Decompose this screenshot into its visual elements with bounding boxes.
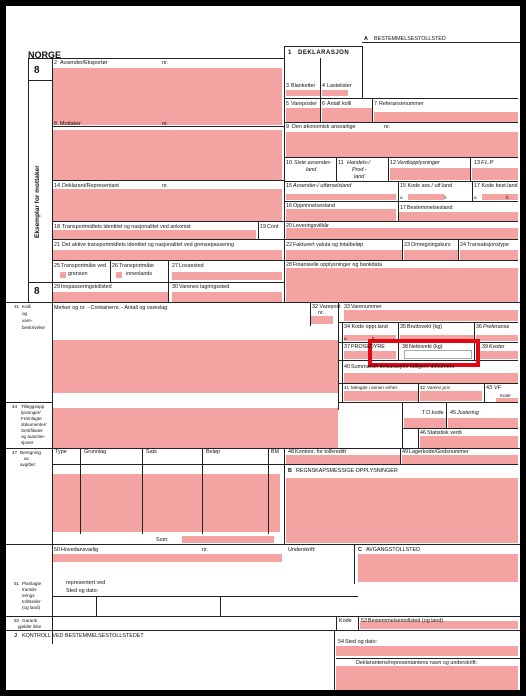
f6-label: Antall kolli [327,101,352,107]
f48-num: 48 [288,449,294,455]
copy-number-2: 8 [34,286,40,297]
f9-nr: nr. [384,124,390,130]
f2-num: 2 [54,60,57,66]
f9-num: 9 [286,124,289,130]
f47-num: 47 [12,450,18,455]
field-46-input[interactable] [420,436,518,448]
f30-num: 30 [172,284,178,290]
f50-place: Sted og dato: [66,588,99,594]
f44-label-6: og autorise- [21,434,46,439]
f21-label: Det aktive transportmidlets identitet og nasjonalitet ved grensepassering [62,242,234,248]
section-a-label: BESTEMMELSESTOLLSTED [374,36,446,42]
f52-kode: Kode [339,618,352,624]
f53-num: 53 [361,618,367,624]
f17-num: 17 [400,205,406,211]
field-33-input[interactable] [344,310,518,321]
f25-label-2: grensen [68,271,88,277]
section-c-label: AVGANGSTOLLSTED [366,547,421,553]
f31-marks: Merker og nr. - Containernr. - Antall og vareslag [54,305,168,311]
f43-kode: Kode [500,393,511,398]
field-tokode-input[interactable] [404,418,446,428]
field-23-input[interactable] [404,250,458,260]
f42-label: Varens pris [427,385,451,390]
f38-num: 38 [402,344,408,350]
f14-label: Deklarant/Representant [62,183,119,189]
f22-label: Fakturert valuta og totalbeløp [293,242,364,248]
f51-label-2: transitt- [22,587,38,592]
f17a-b: b [506,195,509,200]
f8-num: 8 [54,121,57,127]
field-48-input[interactable] [286,455,400,464]
field-4-input[interactable] [322,90,348,96]
field-16-input[interactable] [286,209,396,221]
field-17a-input[interactable] [482,194,518,200]
f14-nr: nr. [162,183,168,189]
f4-label: Lastelister [327,83,352,89]
f12-num: 12 [390,160,396,166]
field-26-input[interactable] [116,272,122,278]
f48-label: Kontonr. for tollkreditt [295,449,346,455]
field-17-input[interactable] [398,212,518,221]
f18-label: Transportmidlets identitet og nasjonalitet ved ankomst [62,224,191,230]
f46-num: 46 [420,430,426,436]
field-30-input[interactable] [172,292,282,302]
section-c-letter: C [358,547,362,553]
f15-label: Avsender-/ utførselsland [293,183,352,189]
field-12-input[interactable] [390,168,470,180]
f44-num: 44 [12,404,18,409]
f31-label-2: og [22,311,28,316]
field-c-input[interactable] [358,554,518,582]
f50-rep: representert ved [66,580,106,586]
f14-num: 14 [54,183,60,189]
f54-label: Sted og dato: [345,639,378,645]
copy-number: 8 [34,65,40,76]
f32-label-2: nr. [318,310,324,316]
f10-label-1: Siste avsender- [294,160,332,166]
f22-num: 22 [286,242,292,248]
f44-label-2: lysninger/ [21,410,41,415]
f28-num: 28 [286,262,292,268]
f20-num: 20 [286,223,292,229]
f3-label: Blanketter [291,83,316,89]
f47-sum: Sum: [156,537,169,543]
f21-num: 21 [54,242,60,248]
f34-a: a [344,336,347,341]
f15a-b: b [444,195,447,200]
f17-label: Bestemmelsesland [407,205,453,211]
f45-label: Justering [457,410,479,416]
f10-num: 10 [286,160,292,166]
field-13-input[interactable] [472,168,518,180]
f51-label-1: Planlagte [22,581,42,586]
f44-label-3: Fremlagte [21,416,42,421]
field-31-input[interactable] [52,340,338,393]
f11-label-1: Handels-/ [347,160,371,166]
f39-label: Kvoter [489,344,505,350]
field-24-input[interactable] [460,250,518,260]
f13-num: 13 [474,160,480,166]
field-39-input[interactable] [476,351,518,359]
field-20-input[interactable] [286,228,518,239]
field-50-input[interactable] [52,554,282,562]
f43-num: 43 [486,385,492,391]
field-5-input[interactable] [286,108,320,122]
section-j-label: KONTROLL VED BESTEMMELSESTOLLSTEDET [22,633,144,639]
f44-label-5: Sertifikater [21,428,43,433]
f47-label-2: av [24,456,29,461]
f2-label: Avsender/Eksportør [60,60,108,66]
f54-num: 54 [338,639,344,645]
f33-label: Varenummer [351,304,382,310]
f29-label: Innpasseringstollsted [61,284,112,290]
field-21-input[interactable] [52,250,282,260]
f15-num: 15 [286,183,292,189]
f40-num: 40 [344,364,350,370]
f19-label: Cont [267,224,279,230]
f52-label-2: gjelder ikke [18,624,42,629]
f46-label: Statistisk verdi [427,430,462,436]
field-b-input[interactable] [286,478,518,543]
f28-label: Finansielle opplysninger og bankdata [293,262,383,268]
f8-nr: nr. [162,121,168,127]
f53-label: Bestemmelsestollsted (og land) [368,618,444,624]
f19-num: 19 [260,224,266,230]
f41-num: 41 [344,385,350,390]
field-36-input[interactable] [476,335,518,341]
f37-num: 37 [344,344,350,350]
field-54-place-input[interactable] [336,646,518,656]
f47-col-type: Type [55,449,67,455]
field-28-input[interactable] [286,268,518,302]
f5-num: 5 [286,101,289,107]
f18-num: 18 [54,224,60,230]
f54-decl: Deklarantens/representantens navn og underskrift: [356,660,478,666]
f47-col-belop: Beløp [206,449,221,455]
field-9-input[interactable] [286,132,518,157]
f26-label-2: innenlands [126,271,153,277]
field-22-input[interactable] [286,250,402,260]
field-32-input[interactable] [311,316,333,324]
f35-label: Bruttovekt (kg) [407,324,443,330]
decl-number: 1 [288,50,292,56]
field-6-input[interactable] [322,108,372,122]
f13-label: F.L.P [481,160,494,166]
field-18-input[interactable] [52,230,256,239]
f17a-a: a [474,195,477,200]
f37-label: PROSEDYRE [351,344,385,350]
field-29-input[interactable] [52,292,168,302]
f24-num: 24 [460,242,466,248]
f7-num: 7 [374,101,377,107]
f29-num: 29 [54,284,60,290]
f11-label-2: Prod.- [352,167,367,173]
f49-label: Lagerkode/Godsnummer [409,449,469,455]
f11-num: 11 [338,160,344,166]
f31-label-4: beskrivelse [22,325,45,330]
f47-col-grunnlag: Grunnlag [84,449,107,455]
field-25-input[interactable] [60,272,66,278]
f12-label: Verdiopplysninger [397,160,440,166]
f33-num: 33 [344,304,350,310]
section-b-letter: B [288,468,292,474]
f16-num: 16 [286,203,292,209]
f51-num: 51 [14,581,20,586]
f44-label-4: dokumenter/ [21,422,47,427]
f41-label: Mengde i annen enhet [351,385,397,390]
f23-num: 23 [404,242,410,248]
f15a-a: a [400,195,403,200]
field-14-input[interactable] [52,189,282,221]
f47-col-bm: BM [271,449,280,455]
f31-label-3: vare- [22,318,33,323]
f9-label: Den økonomisk ansvarlige [292,124,356,130]
f51-label-4: tollsteder [22,599,41,604]
f38-label: Nettovekt (kg) [409,344,443,350]
f2-nr: nr. [162,60,168,66]
f4-num: 4 [322,83,325,89]
field-8-input[interactable] [52,130,282,180]
f50-sign: Underskrift: [288,547,316,553]
f47-col-sats: Sats [146,449,157,455]
f47-label-3: avgifter: [20,462,37,467]
decl-label: DEKLARASJON [298,50,350,56]
f16-label: Opprinnelsesland [293,203,335,209]
f31-label-1: Kolli [22,304,31,309]
f8-label: Mottaker [60,121,81,127]
f11-label-3: land [354,174,365,180]
section-j-letter: J [14,633,17,639]
f34-label: 34 Kode oppr.land [344,324,388,330]
field-54-sign-input[interactable] [336,666,518,690]
field-47-table-input[interactable] [52,474,280,532]
field-45-input[interactable] [448,418,518,428]
f24-label: Transaksjonstype [467,242,510,248]
f44-label-1: Tilleggsopp [21,404,45,409]
f49-num: 49 [402,449,408,455]
f47-label-1: Beregning [20,450,41,455]
f36-num: 36 [476,324,482,330]
f35-num: 35 [400,324,406,330]
f36-label: Preferanse [483,324,510,330]
f40-label: Summarisk deklarasjon/ tidligere dokument [351,364,455,370]
f51-label-3: erings [22,593,35,598]
f52-label-1: Garanti [22,618,38,623]
f31-num: 31 [14,304,20,309]
field-41-input[interactable] [344,391,418,401]
field-40-input[interactable] [344,373,518,383]
f50-nr: nr. [202,547,208,553]
f27-label: Lossested [179,263,204,269]
section-b-label: REGNSKAPSMESSIGE OPPLYSNINGER [296,468,398,474]
f25-label-1: Transportmåte ved [61,263,107,269]
f25-num: 25 [54,263,60,269]
f42-num: 42 [420,385,426,390]
f43-label: VF [494,385,501,391]
f20-label: Leveringsvilkår [293,223,329,229]
f7-label: Referansenummer [379,101,424,107]
field-7-input[interactable] [374,112,518,122]
f39-num: 39 [482,344,488,350]
f44-tokode: T.O.kode [422,410,444,416]
field-44-input[interactable] [52,408,338,448]
field-49-input[interactable] [402,455,518,464]
f52-num: 52 [14,618,20,623]
f27-num: 27 [172,263,178,269]
f45-num: 45 [450,410,456,416]
field-42-input[interactable] [420,391,482,401]
f50-label: Hovedansvarlig [61,547,99,553]
f17a-label: 17 Kode best.land [474,183,518,189]
f51-label-5: (og land) [22,605,41,610]
field-38-input[interactable] [404,350,472,359]
f23-label: Omregningskurs [411,242,451,248]
field-2-input[interactable] [52,68,282,125]
f3-num: 3 [286,83,289,89]
f32-label-1: 32 Varepost [312,304,341,310]
f6-num: 6 [322,101,325,107]
ekzemplar-label: Eksemplar for mottaker [34,165,41,238]
field-15a-input[interactable] [408,194,444,200]
section-a-letter: A [364,36,368,42]
field-47-sum-input[interactable] [182,536,274,543]
f50-num: 50 [54,547,60,553]
f26-num: 26 [112,263,118,269]
field-3-input[interactable] [286,90,320,96]
f26-label-1: Transportmåte [119,263,154,269]
field-27-input[interactable] [172,272,282,280]
f5-label: Vareposter [291,101,317,107]
customs-declaration-form [6,6,520,690]
field-15-input[interactable] [286,194,396,200]
f30-label: Varenes lagringssted [179,284,230,290]
f44-label-7: sjoner [21,440,34,445]
f15a-label: 15 Kode avs./ utf.land [400,183,453,189]
country-title: NORGE [28,50,62,60]
f34-b: b [372,336,375,341]
f10-label-2: land [306,167,317,173]
